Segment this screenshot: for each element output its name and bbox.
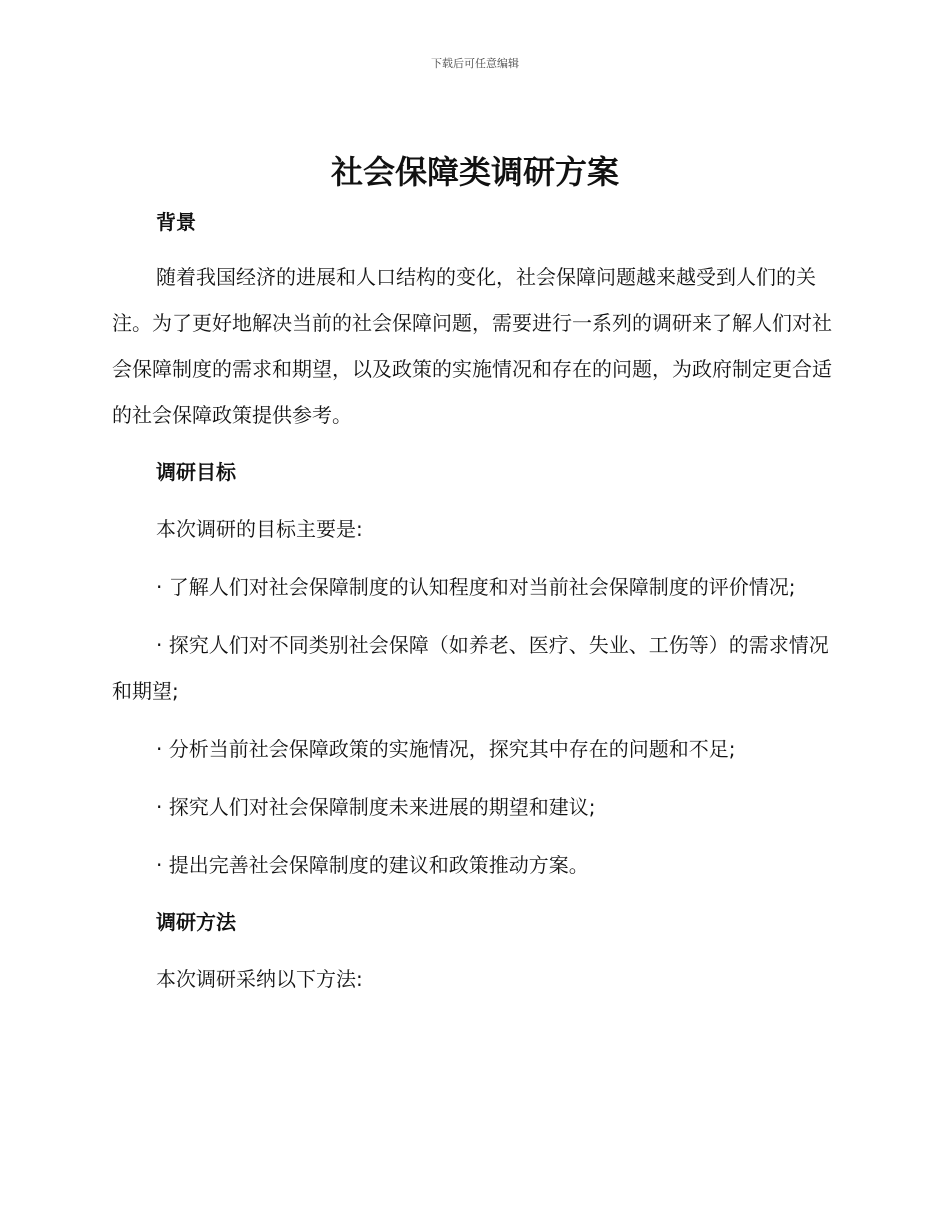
section-heading-methods: 调研方法 xyxy=(156,910,236,934)
document-title: 社会保障类调研方案 xyxy=(330,153,619,191)
methods-intro: 本次调研采纳以下方法: xyxy=(156,967,363,991)
goals-intro: 本次调研的目标主要是: xyxy=(156,517,363,541)
section-heading-background: 背景 xyxy=(156,210,196,234)
background-paragraph: 随着我国经济的进展和人口结构的变化，社会保障问题越来越受到人们的关注。为了更好地解决当前的社会保障问题，需要进行一系列的调研来了解人们对社会保障制度的需求和期望，以及政策的实施情况和存在的问题，为政府制定更合适的社会保障政策提供参考。 xyxy=(112,265,832,427)
document-body xyxy=(112,200,832,1002)
header-note: 下载后可任意编辑 xyxy=(431,57,519,70)
goal-item-1: · 了解人们对社会保障制度的认知程度和对当前社会保障制度的评价情况; xyxy=(156,575,796,599)
goal-item-4: · 探究人们对社会保障制度未来进展的期望和建议; xyxy=(156,795,596,819)
goal-item-3: · 分析当前社会保障政策的实施情况，探究其中存在的问题和不足; xyxy=(156,737,736,761)
goal-item-5: · 提出完善社会保障制度的建议和政策推动方案。 xyxy=(156,853,589,877)
section-heading-goals: 调研目标 xyxy=(156,460,236,484)
goal-item-2: · 探究人们对不同类别社会保障（如养老、医疗、失业、工伤等）的需求情况和期望; xyxy=(112,633,829,703)
